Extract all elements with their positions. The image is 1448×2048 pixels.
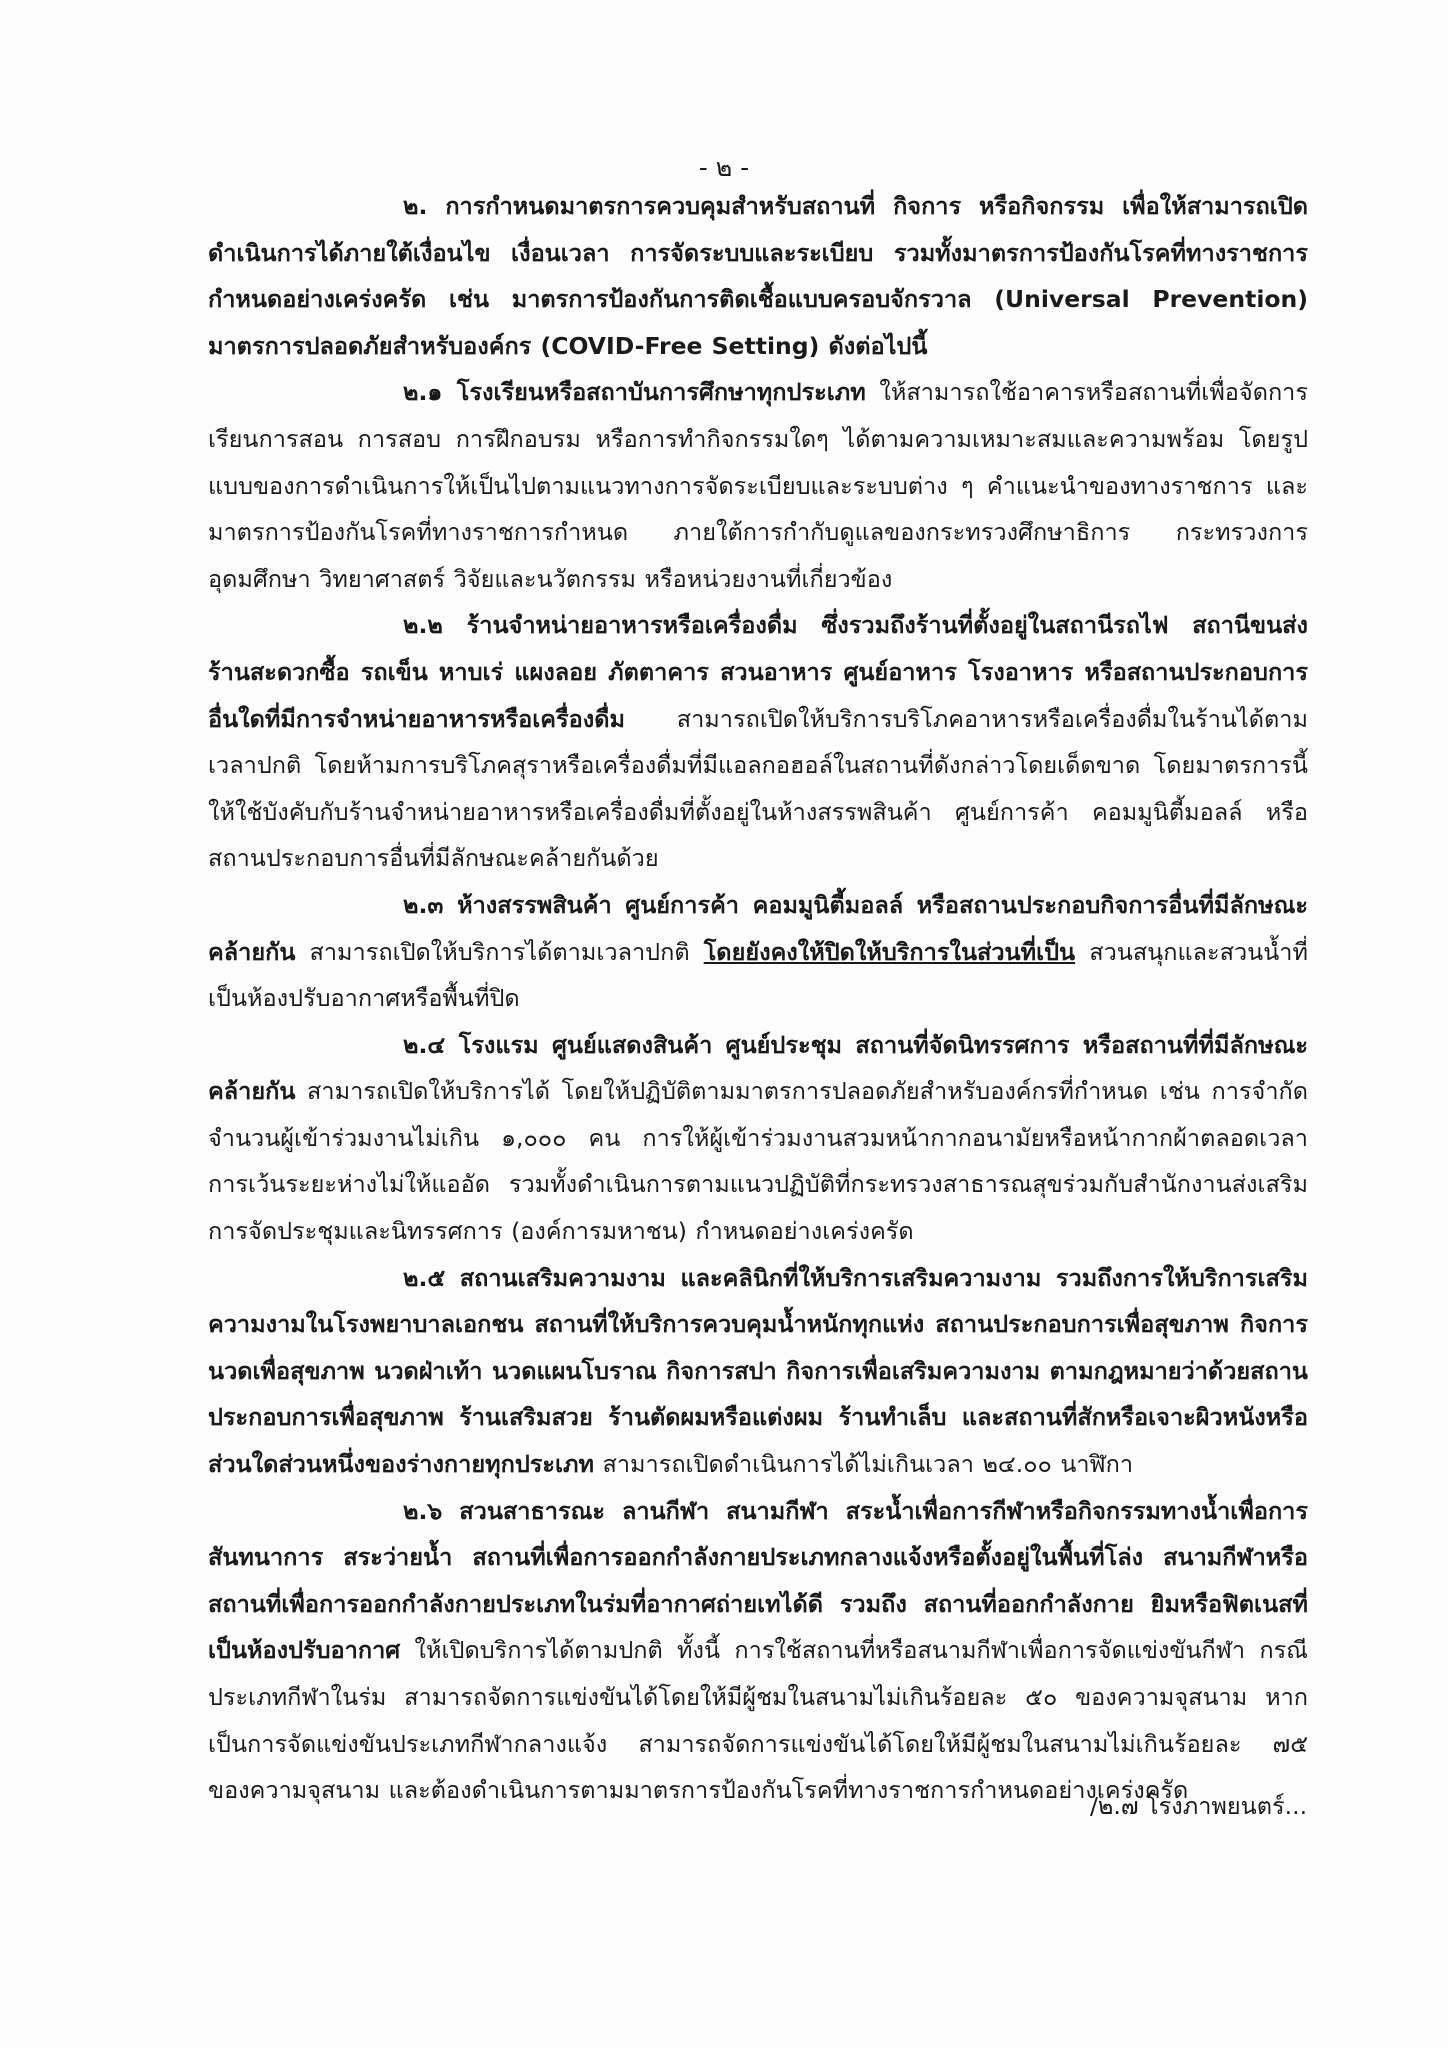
paragraph-2-3-text-a: สามารถเปิดให้บริการได้ตามเวลาปกติ bbox=[295, 937, 704, 966]
paragraph-2-text: ๒. การกำหนดมาตรการควบคุมสำหรับสถานที่ กิจการ หรือกิจกรรม เพื่อให้สามารถเปิดดำเนินการได้ภายใต้เงื่อนไข เงื่อนเวลา การจัดระบบและระเบียบ รวมทั้งมาตรการป้องกันโรคที่ทางราชการกำหนดอย่างเคร่งครัด เช่น มาตรการป้องกันการติดเชื้อแบบครอบจักรวาล (Universal Prevention) มาตรการปลอดภัยสำหรับองค์กร (COVID-Free Setting) ดังต่อไปนี้ bbox=[208, 192, 1308, 360]
paragraph-2-5 bbox=[208, 1255, 1308, 1488]
paragraph-2-5-text: สามารถเปิดดำเนินการได้ไม่เกินเวลา ๒๔.๐๐ นาฬิกา bbox=[594, 1450, 1134, 1479]
paragraph-2-5-heading: ๒.๕ สถานเสริมความงาม และคลินิกที่ให้บริการเสริมความงาม รวมถึงการให้บริการเสริมความงามในโรงพยาบาลเอกชน สถานที่ให้บริการควบคุมน้ำหนักทุกแห่ง สถานประกอบการเพื่อสุขภาพ กิจการนวดเพื่อสุขภาพ นวดฝ่าเท้า นวดแผนโบราณ กิจการสปา กิจการเพื่อเสริมความงาม ตามกฎหมายว่าด้วยสถานประกอบการเพื่อสุขภาพ ร้านเสริมสวย ร้านตัดผมหรือแต่งผม ร้านทำเล็บ และสถานที่สักหรือเจาะผิวหนังหรือส่วนใดส่วนหนึ่งของร่างกายทุกประเภท bbox=[208, 1263, 1308, 1479]
paragraph-2-2-heading: ๒.๒ ร้านจำหน่ายอาหารหรือเครื่องดื่ม ซึ่งรวมถึงร้านที่ตั้งอยู่ในสถานีรถไฟ สถานีขนส่ง ร้านสะดวกซื้อ รถเข็น หาบเร่ แผงลอย ภัตตาคาร สวนอาหาร ศูนย์อาหาร โรงอาหาร หรือสถานประกอบการอื่นใดที่มีการจำหน่ายอาหารหรือเครื่องดื่ม bbox=[208, 611, 1308, 733]
paragraph-2-3 bbox=[208, 882, 1308, 1022]
paragraph-2-6-text: ให้เปิดบริการได้ตามปกติ ทั้งนี้ การใช้สถานที่หรือสนามกีฬาเพื่อการจัดแข่งขันกีฬา กรณีประเภทกีฬาในร่ม สามารถจัดการแข่งขันได้โดยให้มีผู้ชมในสนามไม่เกินร้อยละ ๕๐ ของความจุสนาม หากเป็นการจัดแข่งขันประเภทกีฬากลางแจ้ง สามารถจัดการแข่งขันได้โดยให้มีผู้ชมในสนามไม่เกินร้อยละ ๗๕ ของความจุสนาม และต้องดำเนินการตามมาตรการป้องกันโรคที่ทางราชการกำหนดอย่างเคร่งครัด bbox=[208, 1636, 1308, 1805]
continuation-reference: /๒.๗ โรงภาพยนตร์... bbox=[1090, 1792, 1308, 1820]
paragraph-2-4-heading: ๒.๔ โรงแรม ศูนย์แสดงสินค้า ศูนย์ประชุม สถานที่จัดนิทรรศการ หรือสถานที่ที่มีลักษณะคล้ายกัน bbox=[208, 1030, 1308, 1106]
paragraph-2 bbox=[208, 183, 1308, 369]
paragraph-2-3-heading: ๒.๓ ห้างสรรพสินค้า ศูนย์การค้า คอมมูนิตี้มอลล์ หรือสถานประกอบกิจการอื่นที่มีลักษณะคล้ายกัน bbox=[208, 890, 1308, 966]
paragraph-2-4-text: สามารถเปิดให้บริการได้ โดยให้ปฏิบัติตามมาตรการปลอดภัยสำหรับองค์กรที่กำหนด เช่น การจำกัดจำนวนผู้เข้าร่วมงานไม่เกิน ๑,๐๐๐ คน การให้ผู้เข้าร่วมงานสวมหน้ากากอนามัยหรือหน้ากากผ้าตลอดเวลา การเว้นระยะห่างไม่ให้แออัด รวมทั้งดำเนินการตามแนวปฏิบัติที่กระทรวงสาธารณสุขร่วมกับสำนักงานส่งเสริมการจัดประชุมและนิทรรศการ (องค์การมหาชน) กำหนดอย่างเคร่งครัด bbox=[208, 1077, 1308, 1246]
document-body bbox=[208, 183, 1308, 1814]
paragraph-2-3-text-b: สวนสนุกและสวนน้ำที่เป็นห้องปรับอากาศหรือพื้นที่ปิด bbox=[208, 937, 1308, 1013]
page-number: - ๒ - bbox=[698, 153, 750, 182]
paragraph-2-2-text: สามารถเปิดให้บริการบริโภคอาหารหรือเครื่องดื่มในร้านได้ตามเวลาปกติ โดยห้ามการบริโภคสุราหรือเครื่องดื่มที่มีแอลกอฮอล์ในสถานที่ดังกล่าวโดยเด็ดขาด โดยมาตรการนี้ให้ใช้บังคับกับร้านจำหน่ายอาหารหรือเครื่องดื่มที่ตั้งอยู่ในห้างสรรพสินค้า ศูนย์การค้า คอมมูนิตี้มอลล์ หรือสถานประกอบการอื่นที่มีลักษณะคล้ายกันด้วย bbox=[208, 704, 1308, 873]
paragraph-2-4 bbox=[208, 1022, 1308, 1255]
paragraph-2-1-heading: ๒.๑ โรงเรียนหรือสถาบันการศึกษาทุกประเภท bbox=[403, 378, 866, 407]
paragraph-2-1 bbox=[208, 369, 1308, 602]
paragraph-2-1-text: ให้สามารถใช้อาคารหรือสถานที่เพื่อจัดการเรียนการสอน การสอบ การฝึกอบรม หรือการทำกิจกรรมใดๆ ได้ตามความเหมาะสมและความพร้อม โดยรูปแบบของการดำเนินการให้เป็นไปตามแนวทางการจัดระเบียบและระบบต่าง ๆ คำแนะนำของทางราชการ และมาตรการป้องกันโรคที่ทางราชการกำหนด ภายใต้การกำกับดูแลของกระทรวงศึกษาธิการ กระทรวงการอุดมศึกษา วิทยาศาสตร์ วิจัยและนวัตกรรม หรือหน่วยงานที่เกี่ยวข้อง bbox=[208, 378, 1308, 593]
paragraph-2-6-heading: ๒.๖ สวนสาธารณะ ลานกีฬา สนามกีฬา สระน้ำเพื่อการกีฬาหรือกิจกรรมทางน้ำเพื่อการสันทนาการ สระว่ายน้ำ สถานที่เพื่อการออกกำลังกายประเภทกลางแจ้งหรือตั้งอยู่ในพื้นที่โล่ง สนามกีฬาหรือสถานที่เพื่อการออกกำลังกายประเภทในร่มที่อากาศถ่ายเทได้ดี รวมถึง สถานที่ออกกำลังกาย ยิมหรือฟิตเนสที่เป็นห้องปรับอากาศ bbox=[208, 1496, 1308, 1665]
paragraph-2-3-underlined: โดยยังคงให้ปิดให้บริการในส่วนที่เป็น bbox=[703, 937, 1076, 966]
paragraph-2-6 bbox=[208, 1488, 1308, 1814]
paragraph-2-2 bbox=[208, 602, 1308, 882]
